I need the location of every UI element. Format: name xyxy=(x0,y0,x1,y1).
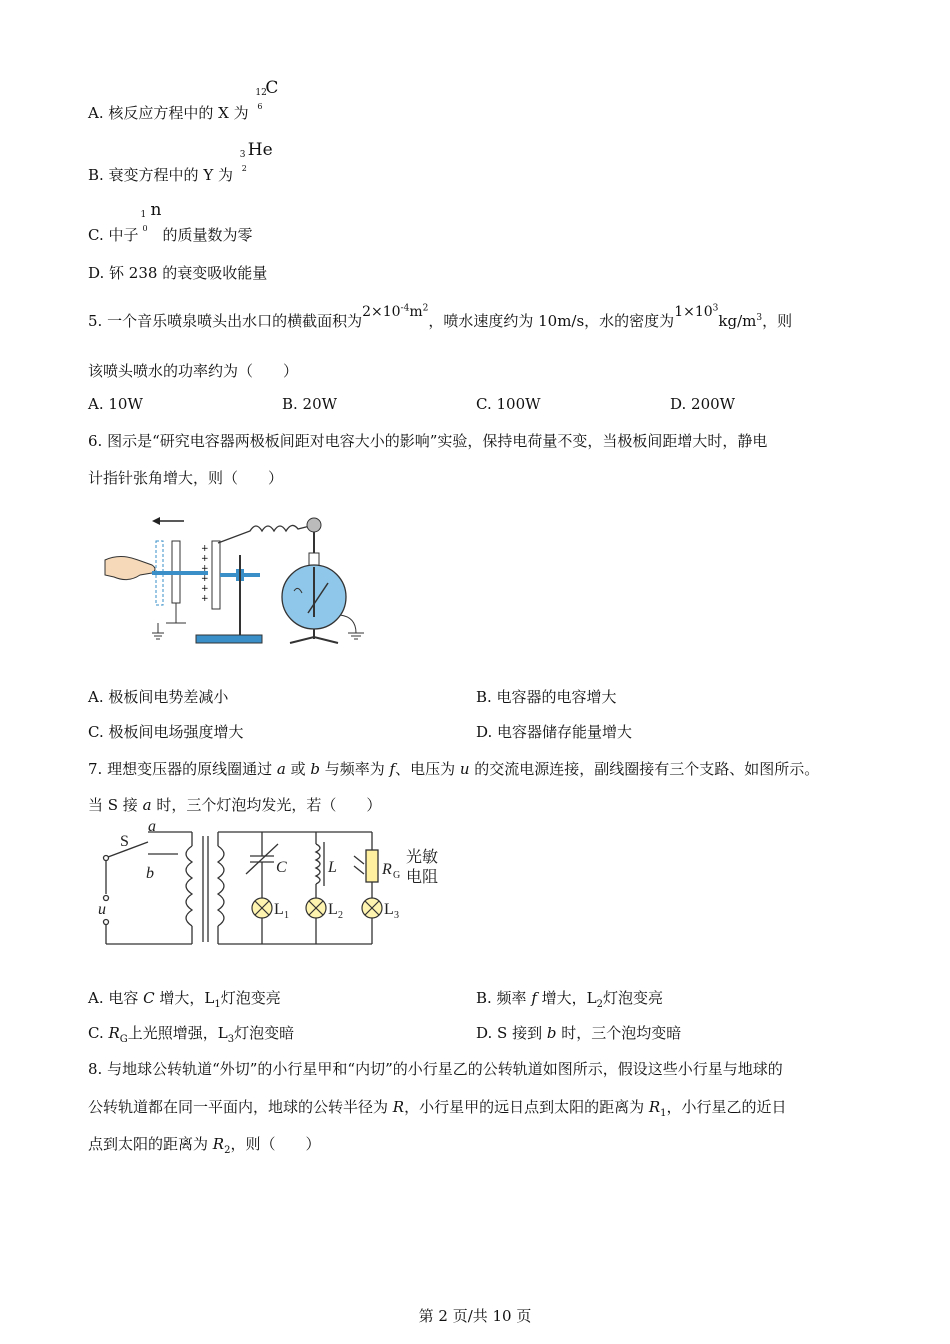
svg-text:L: L xyxy=(384,901,394,918)
svg-text:u: u xyxy=(98,901,106,918)
svg-text:1: 1 xyxy=(284,910,289,921)
q8-stem-line3: 点到太阳的距离为 $R_2$，则（ ） xyxy=(88,1135,321,1156)
nuclide-neutron: 1 0 n xyxy=(140,200,162,233)
q5-stem-line2: 该喷头喷水的功率约为（ ） xyxy=(88,362,299,380)
svg-text:+: + xyxy=(201,574,209,584)
q6-option-d: D. 电容器储存能量增大 xyxy=(476,723,633,741)
svg-text:R: R xyxy=(382,861,392,878)
q7-option-d: D. S 接到 b 时，三个泡均变暗 xyxy=(476,1024,682,1042)
q4-option-b: B. 衰变方程中的 Y 为 3 2 He xyxy=(88,140,273,184)
q7-stem-line1: 7. 理想变压器的原线圈通过 a 或 b 与频率为 f、电压为 u 的交流电源连接，副线圈接有三个支路、如图所示。 xyxy=(88,760,820,778)
nuclide-c12: 12 6 C xyxy=(255,78,279,111)
q4-option-d: D. 钚 238 的衰变吸收能量 xyxy=(88,264,268,282)
page-footer: 第 2 页/共 10 页 xyxy=(418,1307,532,1325)
svg-text:b: b xyxy=(146,865,154,882)
q6-stem-line1: 6. 图示是“研究电容器两极板间距对电容大小的影响”实验，保持电荷量不变，当极板间距增大时，静电 xyxy=(88,432,768,450)
q5-stem-line1: 5. 一个音乐喷泉喷头出水口的横截面积为$2\times 10^{-4}m^2$，喷水速度约为 10m/s，水的密度为$1\times 10^3kg/m^3$，则 xyxy=(88,303,793,330)
svg-text:a: a xyxy=(148,818,156,835)
svg-text:L: L xyxy=(328,859,337,876)
q6-stem-line2: 计指针张角增大，则（ ） xyxy=(88,469,284,487)
svg-text:+: + xyxy=(201,584,209,594)
svg-text:+: + xyxy=(201,544,209,554)
q7-option-a: A. 电容 C 增大，$L_1$灯泡变亮 xyxy=(88,989,281,1010)
capacitor-experiment-figure xyxy=(100,505,380,655)
svg-text:S: S xyxy=(120,833,129,850)
density-value: $1\times 10^3$ xyxy=(674,303,719,320)
q6-option-c: C. 极板间电场强度增大 xyxy=(88,723,244,741)
svg-text:3: 3 xyxy=(394,910,399,921)
q5-option-c: C. 100W xyxy=(476,395,541,413)
q7-option-c: C. $R_G$上光照增强，$L_3$灯泡变暗 xyxy=(88,1024,295,1045)
svg-text:电阻: 电阻 xyxy=(406,869,439,886)
svg-text:C: C xyxy=(276,859,287,876)
svg-text:G: G xyxy=(393,870,401,881)
q5-option-b: B. 20W xyxy=(282,395,338,413)
q5-option-d: D. 200W xyxy=(670,395,736,413)
q8-stem-line1: 8. 与地球公转轨道“外切”的小行星甲和“内切”的小行星乙的公转轨道如图所示，假设这些小行星与地球的 xyxy=(88,1060,783,1078)
svg-text:2: 2 xyxy=(338,910,343,921)
q4-option-a: A. 核反应方程中的 X 为 12 6 C xyxy=(88,78,279,122)
svg-text:L: L xyxy=(274,901,284,918)
svg-text:L: L xyxy=(328,901,338,918)
svg-text:光敏: 光敏 xyxy=(406,849,439,866)
nuclide-he3: 3 2 He xyxy=(239,140,273,173)
q6-option-b: B. 电容器的电容增大 xyxy=(476,688,617,706)
q8-stem-line2: 公转轨道都在同一平面内，地球的公转半径为 R，小行星甲的远日点到太阳的距离为 $R_1$，小行星乙的近日 xyxy=(88,1098,787,1119)
q4-option-c: C. 中子 1 0 n 的质量数为零 xyxy=(88,200,253,244)
q7-option-b: B. 频率 f 增大，$L_2$灯泡变亮 xyxy=(476,989,664,1010)
q6-option-a: A. 极板间电势差减小 xyxy=(88,688,229,706)
q7-stem-line2: 当 S 接 a 时，三个灯泡均发光，若（ ） xyxy=(88,796,382,814)
area-value: $2\times 10^{-4}m^2$ xyxy=(362,303,429,320)
svg-text:+: + xyxy=(201,554,209,564)
q5-option-a: A. 10W xyxy=(88,395,143,413)
svg-text:+: + xyxy=(201,564,209,574)
svg-text:+: + xyxy=(201,594,209,604)
transformer-circuit-figure xyxy=(96,818,456,950)
